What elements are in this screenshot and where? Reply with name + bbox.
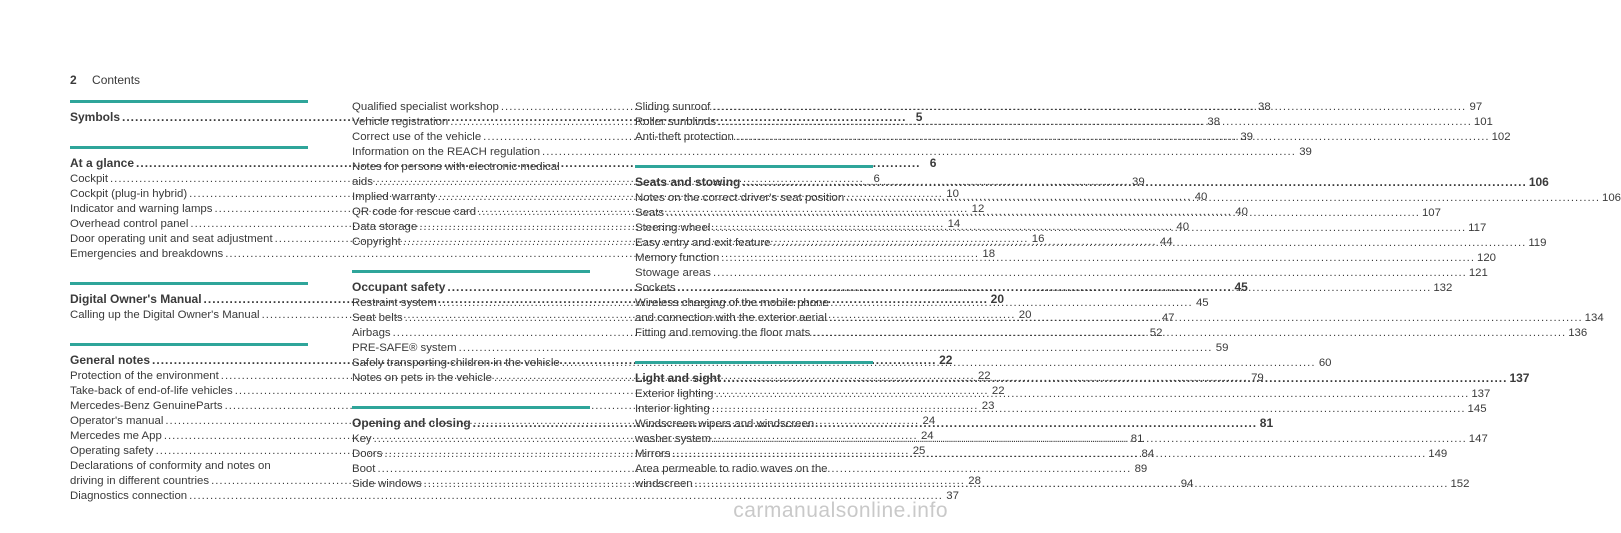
toc-entry-page: 101 [1473, 116, 1493, 128]
toc-entry-label: Operator's manual [70, 415, 164, 427]
toc-entry-page: 59 [1215, 342, 1229, 354]
toc-entry-label: Wireless charging of the mobile phone [635, 297, 829, 309]
toc-entry-page: 89 [1134, 463, 1148, 475]
dot-leader [716, 387, 1470, 402]
section-divider [70, 100, 308, 103]
toc-entry-label: Data storage [352, 221, 418, 233]
toc-entry-label: Diagnostics connection [70, 490, 188, 502]
section-heading-label: Occupant safety [352, 280, 446, 294]
toc-entry-page: 14 [947, 218, 961, 230]
toc-entry-label: and connection with the exterior aerial [635, 312, 827, 324]
toc-entry-label: Exterior lighting [635, 388, 714, 400]
dot-leader [713, 266, 1467, 281]
toc-entry[interactable] [635, 266, 1488, 281]
section-heading-page: 5 [915, 110, 923, 124]
toc-entry[interactable] [635, 462, 873, 477]
toc-entry-label: Area permeable to radio waves on the [635, 463, 828, 475]
section-heading-label: Digital Owner's Manual [70, 292, 202, 306]
toc-entry-page: 40 [1235, 206, 1248, 218]
toc-entry-page: 45 [1195, 297, 1209, 309]
toc-entry-page: 39 [1132, 176, 1145, 188]
section-heading-label: Seats and stowing [635, 175, 741, 189]
toc-entry-page: 81 [1130, 433, 1144, 445]
toc-entry-label: windscreen [635, 478, 693, 490]
toc-entry-label: Correct use of the vehicle [352, 131, 482, 143]
toc-entry-page: 106 [1602, 192, 1621, 204]
toc-entry-label: Mirrors [635, 448, 671, 460]
toc-entry-page: 107 [1421, 207, 1441, 219]
toc-entry-label: Side windows [352, 478, 422, 490]
page-number: 2 [70, 73, 77, 87]
dot-leader [712, 402, 1466, 417]
toc-entry-page: 132 [1433, 282, 1453, 294]
toc-entry-page: 136 [1568, 327, 1588, 339]
toc-entry-label: Qualified specialist workshop [352, 101, 499, 113]
toc-entry-page: 37 [946, 490, 959, 502]
toc-entry-label: Doors [352, 448, 383, 460]
toc-entry-label: Sliding sunroof [635, 101, 711, 113]
dot-leader [713, 432, 1467, 447]
toc-entry-label: Protection of the environment [70, 370, 219, 382]
toc-entry-label: driving in different countries [70, 475, 210, 487]
toc-entry-page: 52 [1149, 327, 1163, 339]
toc-entry-page: 18 [982, 248, 996, 260]
toc-entry-label: Operating safety [70, 445, 154, 457]
toc-entry-label: Sockets [635, 282, 676, 294]
toc-entry-page: 134 [1584, 312, 1604, 324]
dot-leader [812, 326, 1566, 341]
toc-entry-label: Declarations of conformity and notes on [70, 460, 271, 472]
toc-entry-page: 121 [1468, 267, 1488, 279]
toc-entry-label: Boot [352, 463, 376, 475]
toc-entry[interactable] [352, 160, 590, 175]
toc-entry-page: 120 [1477, 252, 1497, 264]
toc-entry-label: Notes on pets in the vehicle [352, 372, 492, 384]
toc-entry-label: Seats [635, 207, 665, 219]
dot-leader [742, 174, 1526, 191]
section-divider [70, 343, 308, 346]
toc-entry-page: 102 [1491, 131, 1511, 143]
toc-entry-label: Safely transporting children in the vehicle [352, 357, 560, 369]
section-divider [70, 282, 308, 285]
toc-entry-page: 60 [1318, 357, 1332, 369]
toc-entry-page: 84 [1141, 448, 1155, 460]
toc-entry-page: 24 [920, 430, 934, 442]
dot-leader [712, 100, 1466, 115]
section-heading-label: Symbols [70, 110, 121, 124]
toc-entry-page: 44 [1159, 236, 1173, 248]
dot-leader [678, 281, 1432, 296]
toc-entry[interactable] [70, 459, 308, 474]
toc-entry-page: 40 [1194, 191, 1208, 203]
toc-entry-label: PRE-SAFE® system [352, 342, 457, 354]
toc-entry-page: 22 [991, 385, 1005, 397]
toc-entry[interactable] [635, 417, 873, 432]
toc-entry-label: Cockpit (plug-in hybrid) [70, 188, 188, 200]
toc-entry-page: 6 [873, 173, 880, 185]
toc-entry-page: 79 [1251, 372, 1264, 384]
dot-leader [672, 447, 1426, 462]
toc-entry-label: Overhead control panel [70, 218, 189, 230]
toc-entry-page: 97 [1469, 101, 1483, 113]
toc-entry-label: Mercedes-Benz GenuineParts [70, 400, 223, 412]
toc-entry-label: Memory function [635, 252, 720, 264]
toc-entry-label: Seat belts [352, 312, 403, 324]
toc-entry-page: 12 [971, 203, 985, 215]
toc-entry-label: Interior lighting [635, 403, 710, 415]
toc-entry-page: 10 [946, 188, 959, 200]
toc-entry-page: 145 [1467, 403, 1487, 415]
section-divider [635, 361, 873, 364]
section-divider [70, 146, 308, 149]
toc-entry[interactable] [352, 145, 1312, 160]
toc-entry-page: 137 [1471, 388, 1491, 400]
dot-leader [712, 221, 1466, 236]
toc-entry-label: Notes on the correct driver's seat position [635, 192, 845, 204]
toc-entry-page: 117 [1468, 222, 1487, 234]
toc-entry-label: Key [352, 433, 372, 445]
toc-entry-label: Vehicle registration [352, 116, 449, 128]
toc-entry-page: 39 [1299, 146, 1312, 158]
toc-entry-label: Windscreen wipers and windscreen [635, 418, 815, 430]
toc-entry-label: Fitting and removing the floor mats [635, 327, 811, 339]
toc-entry-page: 149 [1428, 448, 1448, 460]
toc-entry-label: Indicator and warning lamps [70, 203, 213, 215]
toc-entry-page: 25 [912, 445, 926, 457]
toc-entry-page: 94 [1180, 478, 1194, 490]
section-heading-label: At a glance [70, 156, 135, 170]
section-heading-label: Opening and closing [352, 416, 471, 430]
toc-entry-label: Information on the REACH regulation [352, 146, 541, 158]
toc-entry-page: 16 [1031, 233, 1045, 245]
section-heading-page: 137 [1509, 371, 1530, 385]
section-heading-page: 81 [1259, 416, 1274, 430]
toc-entry-label: Emergencies and breakdowns [70, 248, 224, 260]
toc-entry-label: Calling up the Digital Owner's Manual [70, 309, 260, 321]
toc-entry-label: Airbags [352, 327, 391, 339]
section-divider [352, 406, 590, 409]
dot-leader [723, 370, 1507, 387]
toc-entry-label: Steering wheel [635, 222, 711, 234]
toc-entry-page: 39 [1240, 131, 1253, 143]
dot-leader [718, 115, 1472, 130]
dot-leader [666, 206, 1420, 221]
toc-entry-page: 47 [1161, 312, 1175, 324]
toc-entry-page: 38 [1207, 116, 1221, 128]
dot-leader [721, 251, 1475, 266]
toc-entry-page: 24 [922, 415, 936, 427]
toc-entry-label: Roller sunblinds [635, 116, 717, 128]
dot-leader [829, 311, 1583, 326]
section-heading-label: Light and sight [635, 371, 721, 385]
section-heading-page: 22 [939, 353, 953, 367]
toc-entry-page: 152 [1450, 478, 1470, 490]
dot-leader [695, 477, 1449, 492]
toc-entry-page: 38 [1258, 101, 1271, 113]
toc-entry-label: Mercedes me App [70, 430, 162, 442]
toc-entry-page: 28 [968, 475, 981, 487]
toc-entry-page: 22 [977, 370, 991, 382]
toc-entry-label: Stowage areas [635, 267, 711, 279]
page-header-title: Contents [92, 73, 141, 87]
toc-entry[interactable] [70, 489, 959, 504]
toc-entry-label: Door operating unit and seat adjustment [70, 233, 273, 245]
toc-entry-page: 23 [981, 400, 995, 412]
toc-entry[interactable] [352, 341, 1229, 356]
dot-leader [846, 191, 1600, 206]
section-heading-label: General notes [70, 353, 151, 367]
toc-entry-label: Take-back of end-of-life vehicles [70, 385, 233, 397]
toc-entry-page: 147 [1468, 433, 1488, 445]
toc-entry-page: 20 [1018, 309, 1032, 321]
dot-leader [736, 130, 1490, 145]
toc-entry-page: 40 [1176, 221, 1190, 233]
page-header [70, 73, 140, 87]
toc-entry-label: Notes for persons with electronic medical [352, 161, 560, 173]
section-divider [635, 165, 873, 168]
watermark: carmanualsonline.info [733, 499, 948, 522]
section-heading-page: 106 [1528, 175, 1549, 189]
toc-entry-page: 119 [1528, 237, 1547, 249]
toc-entry-label: Copyright [352, 236, 401, 248]
toc-entry-label: Cockpit [70, 173, 108, 185]
toc-entry-label: Implied warranty [352, 191, 436, 203]
toc-entry-label: aids [352, 176, 373, 188]
toc-entry-label: QR code for rescue card [352, 206, 477, 218]
section-heading-page: 20 [990, 292, 1004, 306]
section-heading-page: 45 [1234, 280, 1248, 294]
dot-leader [773, 236, 1527, 251]
toc-entry[interactable] [635, 296, 873, 311]
toc-entry-label: washer system [635, 433, 711, 445]
toc-entry-label: Restraint system [352, 297, 437, 309]
toc-entry-label: Anti-theft protection [635, 131, 734, 143]
section-heading-page: 6 [929, 156, 937, 170]
toc-entry-label: Easy entry and exit feature [635, 237, 771, 249]
section-divider [352, 270, 590, 273]
